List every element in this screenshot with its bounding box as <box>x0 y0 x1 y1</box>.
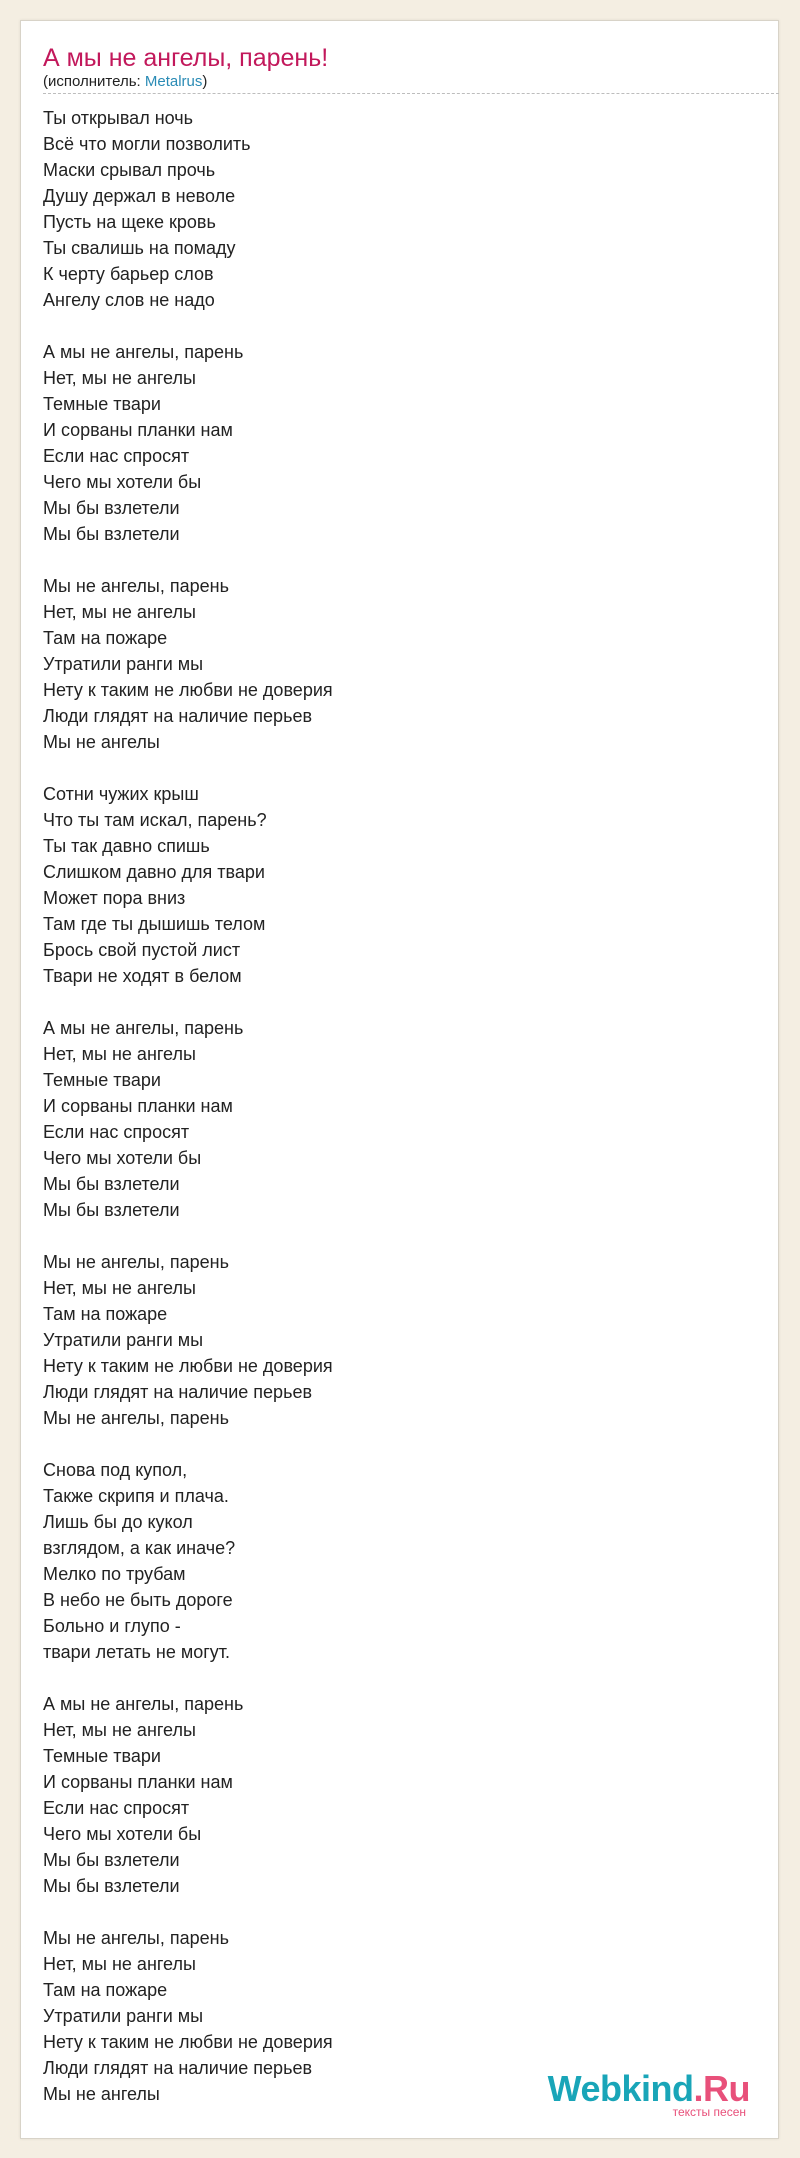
lyrics-line: Нет, мы не ангелы <box>43 1278 196 1298</box>
lyrics-line: Мы бы взлетели <box>43 1876 180 1896</box>
lyrics-line: Нет, мы не ангелы <box>43 602 196 622</box>
lyrics-line: Если нас спросят <box>43 1122 190 1142</box>
lyrics-line: Утратили ранги мы <box>43 654 204 674</box>
logo-name: Webkind <box>547 2068 694 2109</box>
title-divider <box>43 93 779 94</box>
lyrics-line: Нет, мы не ангелы <box>43 1954 196 1974</box>
lyrics-line: Чего мы хотели бы <box>43 472 202 492</box>
lyrics-line: А мы не ангелы, парень <box>43 1694 244 1714</box>
lyrics-line: Темные твари <box>43 1070 161 1090</box>
lyrics-line: Лишь бы до кукол <box>43 1512 193 1532</box>
lyrics-line: Чего мы хотели бы <box>43 1824 202 1844</box>
lyrics-line: Мы не ангелы, парень <box>43 1928 229 1948</box>
lyrics-line: Темные твари <box>43 1746 161 1766</box>
artist-link[interactable]: Metalrus <box>144 73 203 90</box>
lyrics-line: В небо не быть дороге <box>43 1590 233 1610</box>
lyrics-line: Может пора вниз <box>43 888 186 908</box>
lyrics-line: Что ты там искал, парень? <box>43 810 267 830</box>
lyrics-line: Там на пожаре <box>43 1304 168 1324</box>
lyrics-line: Снова под купол, <box>43 1460 188 1480</box>
lyrics-line: Нет, мы не ангелы <box>43 1044 196 1064</box>
lyrics-stanza <box>43 105 723 313</box>
lyrics-line: Если нас спросят <box>43 446 190 466</box>
logo-tagline: тексты песен <box>672 2105 746 2119</box>
lyrics-line: Люди глядят на наличие перьев <box>43 2058 313 2078</box>
lyrics-line: Мы не ангелы, парень <box>43 1408 229 1428</box>
lyrics-line: Слишком давно для твари <box>43 862 265 882</box>
lyrics-line: Если нас спросят <box>43 1798 190 1818</box>
lyrics-line: Мы бы взлетели <box>43 498 180 518</box>
lyrics-line: Мы бы взлетели <box>43 524 180 544</box>
lyrics-stanza <box>43 339 723 547</box>
lyrics-line: Мы бы взлетели <box>43 1850 180 1870</box>
lyrics-line: взглядом, а как иначе? <box>43 1538 236 1558</box>
lyrics-stanza <box>43 1015 723 1223</box>
lyrics-line: Твари не ходят в белом <box>43 966 242 986</box>
lyrics-stanza <box>43 1457 723 1665</box>
lyrics-line: Нет, мы не ангелы <box>43 368 196 388</box>
webkind-logo[interactable] <box>548 2070 750 2118</box>
lyrics-line: Мы бы взлетели <box>43 1200 180 1220</box>
lyrics-line: Люди глядят на наличие перьев <box>43 706 313 726</box>
logo-tld: .Ru <box>693 2068 750 2109</box>
lyrics-line: Люди глядят на наличие перьев <box>43 1382 313 1402</box>
lyrics-line: И сорваны планки нам <box>43 1096 233 1116</box>
lyrics-line: Сотни чужих крыш <box>43 784 199 804</box>
lyrics-line: Больно и глупо - <box>43 1616 181 1636</box>
lyrics-line: Душу держал в неволе <box>43 186 236 206</box>
lyrics-line: И сорваны планки нам <box>43 1772 233 1792</box>
lyrics-line: Там на пожаре <box>43 628 168 648</box>
lyrics-line: А мы не ангелы, парень <box>43 342 244 362</box>
lyrics-line: Ты открывал ночь <box>43 108 194 128</box>
song-title: А мы не ангелы, парень! <box>43 44 329 72</box>
lyrics-line: Там на пожаре <box>43 1980 168 2000</box>
lyrics-line: И сорваны планки нам <box>43 420 233 440</box>
lyrics-text <box>43 105 723 2133</box>
lyrics-line: Темные твари <box>43 394 161 414</box>
lyrics-line: Маски срывал прочь <box>43 160 216 180</box>
lyrics-line: Мы не ангелы, парень <box>43 576 229 596</box>
lyrics-line: А мы не ангелы, парень <box>43 1018 244 1038</box>
lyrics-stanza <box>43 781 723 989</box>
byline-prefix: (исполнитель: <box>43 73 145 90</box>
lyrics-line: Всё что могли позволить <box>43 134 251 154</box>
byline-suffix: ) <box>202 73 208 90</box>
lyrics-card <box>20 20 779 2139</box>
lyrics-line: Пусть на щеке кровь <box>43 212 216 232</box>
lyrics-line: твари летать не могут. <box>43 1642 231 1662</box>
lyrics-line: Утратили ранги мы <box>43 2006 204 2026</box>
lyrics-line: Утратили ранги мы <box>43 1330 204 1350</box>
lyrics-line: Мы бы взлетели <box>43 1174 180 1194</box>
artist-byline <box>43 73 207 91</box>
lyrics-stanza <box>43 1249 723 1431</box>
lyrics-line: Мы не ангелы <box>43 2084 160 2104</box>
lyrics-line: Мелко по трубам <box>43 1564 186 1584</box>
lyrics-line: Нету к таким не любви не доверия <box>43 680 333 700</box>
lyrics-stanza <box>43 1691 723 1899</box>
lyrics-line: Там где ты дышишь телом <box>43 914 266 934</box>
lyrics-line: Также скрипя и плача. <box>43 1486 229 1506</box>
lyrics-line: Мы не ангелы <box>43 732 160 752</box>
lyrics-line: Чего мы хотели бы <box>43 1148 202 1168</box>
lyrics-line: К черту барьер слов <box>43 264 214 284</box>
logo-wordmark <box>548 2070 750 2108</box>
lyrics-stanza <box>43 573 723 755</box>
lyrics-line: Ты свалишь на помаду <box>43 238 236 258</box>
lyrics-line: Нет, мы не ангелы <box>43 1720 196 1740</box>
lyrics-line: Нету к таким не любви не доверия <box>43 1356 333 1376</box>
lyrics-line: Ангелу слов не надо <box>43 290 215 310</box>
lyrics-line: Брось свой пустой лист <box>43 940 241 960</box>
lyrics-line: Ты так давно спишь <box>43 836 210 856</box>
lyrics-line: Нету к таким не любви не доверия <box>43 2032 333 2052</box>
lyrics-line: Мы не ангелы, парень <box>43 1252 229 1272</box>
